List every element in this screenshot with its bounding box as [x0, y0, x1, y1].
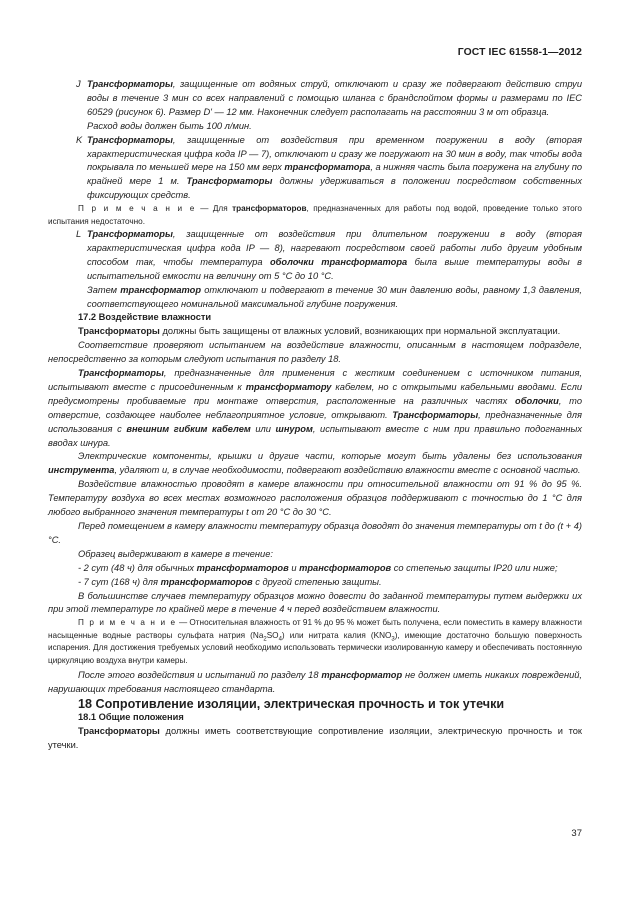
section-heading-17-2: 17.2 Воздействие влажности: [78, 312, 212, 323]
paragraph: Воздействие влажностью проводят в камере влажности при относительной влажности от 91 % до 95 %. Температуру воздуха во всех местах возможного расположения образцов поддерживают с точностью до 1 °С для любого выбранного значения температуры t от 20 °С до 30 °С.: [48, 479, 582, 518]
standard-header: ГОСТ IEC 61558-1—2012: [457, 47, 582, 58]
section-heading-18: 18 Сопротивление изоляции, электрическая прочность и ток утечки: [78, 696, 505, 711]
item-label: L: [76, 228, 82, 239]
note-underwater: П р и м е ч а н и е — Для трансформаторов, предназначенных для работы под водой, проведение только этого испытания недостаточно.: [48, 204, 582, 226]
paragraph: Трансформаторы должны иметь соответствующие сопротивление изоляции, электрическую прочность и ток утечки.: [48, 725, 582, 750]
paragraph: Соответствие проверяют испытанием на воздействие влажности, описанным в настоящем подразделе, непосредственно за которым следуют испытания по разделу 18.: [48, 340, 582, 365]
paragraph: После этого воздействия и испытаний по разделу 18 трансформатор не должен иметь никаких повреждений, нарушающих требования настоящего стандарта.: [48, 669, 582, 694]
paragraph: Перед помещением в камеру влажности температуру образца доводят до значения температуры от t до (t + 4) °С.: [48, 521, 582, 545]
item-label: J: [76, 79, 81, 89]
item-label: K: [76, 134, 83, 145]
page-number: 37: [571, 828, 582, 839]
paragraph: - 2 сут (48 ч) для обычных трансформаторов и трансформаторов со степенью защиты IP20 или ниже;: [78, 562, 558, 573]
paragraph: - 7 сут (168 ч) для трансформаторов с другой степенью защиты.: [78, 576, 382, 587]
paragraph: Трансформаторы, предназначенные для применения с жестким соединением с источником питания, испытывают вместе с присоединенным к трансформатору кабелем, но с открытыми кабельными вводами. Если предусмотрены пробиваемые при монтаже отверстия, расположенные на различных частях оболочки, то отверстие, создающее наиболее неблагоприятное условие, открывают. Трансформаторы, предназначенные для использования с внешним гибким кабелем или шнуром, испытывают вместе с ним при правильно подогнанных вводах шнура.: [48, 368, 582, 448]
paragraph: Электрические компоненты, крышки и другие части, которые могут быть удалены без использования инструмента, удаляют и, в случае необходимости, подвергают воздействию влажности вместе с основной частью.: [48, 451, 582, 476]
paragraph: Трансформаторы должны быть защищены от влажных условий, возникающих при нормальной эксплуатации.: [78, 326, 561, 337]
note-humidity: П р и м е ч а н и е — Относительная влажность от 91 % до 95 % может быть получена, если поместить в камеру влажности насыщенные водные растворы сульфата натрия $(Na_2SO_4)$ или нитрата калия $(KNO_3)$, имеющие достаточно большую поверхность испарения. Для достижения требуемых условий необходимо использовать термически изолированную камеру и обеспечивать постоянную циркуляцию воздуха внутри камеры.: [48, 618, 582, 665]
list-item-l: L Трансформаторы, защищенные от воздействия при длительном погружении в воду (вторая характеристическая цифра кода IP — 8), нагревают посредством своей работы либо другим удобным способом так, чтобы температура оболочки трансформатора была выше температуры воды в испытательной емкости на величину от 5 °С до 10 °С. Затем трансформатор отключают и подвергают в течение 30 мин давлению воды, равному 1,3 давления, соответствующего номинальной максимальной глубине погружения.: [76, 228, 582, 311]
paragraph: В большинстве случаев температуру образцов можно довести до заданной температуры путем выдержки их при этой температуре по крайней мере в течение 4 ч перед воздействием влажности.: [48, 590, 582, 615]
paragraph: Образец выдерживают в камере в течение:: [78, 548, 273, 559]
section-heading-18-1: 18.1 Общие положения: [78, 711, 184, 722]
list-item-j: J Трансформаторы, защищенные от водяных струй, отключают и сразу же подвергают действию струи воды в течение 3 мин со всех направлений с помощью шланга с брандспойтом формы и размерами по IEC 60529 (рисунок 6). Размер D' — 12 мм. Наконечник следует располагать на расстоянии 3 м от образца. Расход воды должен быть 100 л/мин.: [76, 78, 582, 134]
list-item-k: K Трансформаторы, защищенные от воздействия при временном погружении в воду (вторая характеристическая цифра кода IP — 7), отключают и сразу же погружают на 30 мин в воду, так чтобы вода покрывала по меньшей мере на 150 мм верх трансформатора, а нижняя часть была погружена на глубину по крайней мере 1 м. Трансформаторы должны удерживаться в положении посредством собственных фиксирующих средств.: [76, 134, 582, 204]
page-content: [48, 78, 582, 753]
